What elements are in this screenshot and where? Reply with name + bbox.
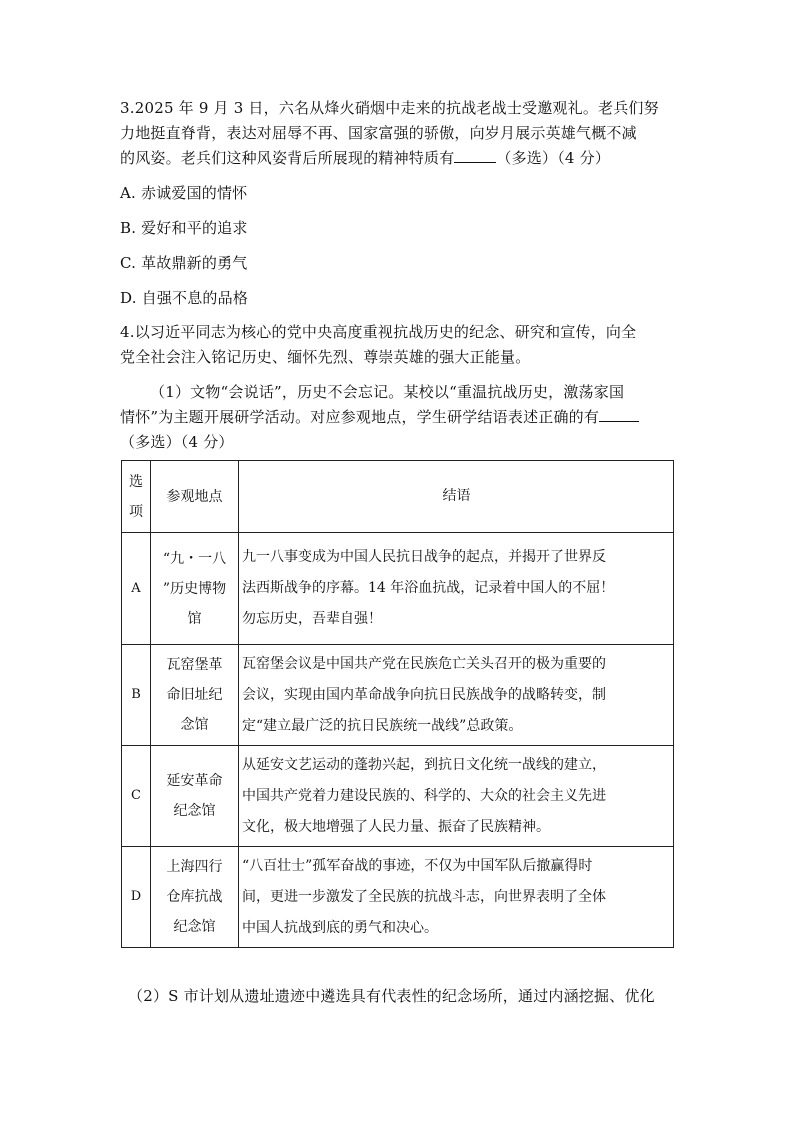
conclusion-line: 勿忘历史，吾辈自强！: [242, 611, 382, 627]
q3-option-b: B. 爱好和平的追求: [120, 219, 248, 237]
row-site: [151, 746, 239, 847]
q4-sub2-line-1: （2）S 市计划从遗址遗迹中遴选具有代表性的纪念场所，通过内涵挖掘、优化: [128, 987, 655, 1005]
site-line: 纪念馆: [173, 803, 216, 819]
conclusion-line: 间，更进一步激发了全民族的抗战斗志，向世界表明了全体: [242, 888, 606, 905]
q4-sub1-line-1: （1）文物“会说话”，历史不会忘记。某校以“重温抗战历史，激荡家国: [150, 383, 625, 401]
site-line: 纪念馆: [173, 919, 216, 935]
site-line: “九・一八: [162, 550, 227, 567]
row-conclusion: [239, 533, 674, 645]
table-row: [122, 746, 674, 847]
q3-option-c: C. 革故鼎新的勇气: [120, 254, 248, 272]
q4-intro-line-1: 4.以习近平同志为核心的党中央高度重视抗战历史的纪念、研究和宣传，向全: [120, 323, 637, 341]
answer-blank[interactable]: [599, 409, 639, 422]
header-option-line: 项: [129, 503, 143, 520]
q3-line-2: 力地挺直脊背，表达对屈辱不再、国家富强的骄傲，向岁月展示英雄气概不减: [120, 124, 637, 142]
site-line: 瓦窑堡革: [166, 657, 223, 673]
conclusion-line: 会议，实现由国内革命战争向抗日民族战争的战略转变，制: [242, 686, 606, 703]
conclusion-line: 文化，极大地增强了人民力量、振奋了民族精神。: [242, 818, 550, 835]
site-line: 延安革命: [166, 773, 223, 789]
site-line: 命旧址纪: [166, 687, 223, 703]
q3-option-d: D. 自强不息的品格: [120, 289, 249, 307]
header-option-line: 选: [129, 473, 143, 490]
q4-sub1-line-2-text: 情怀”为主题开展研学活动。对应参观地点，学生研学结语表述正确的有: [120, 408, 600, 426]
site-line: 馆: [187, 610, 202, 627]
answer-blank[interactable]: [454, 150, 496, 163]
row-option: A: [122, 533, 151, 645]
row-option: C: [122, 746, 151, 847]
table-header-row: [122, 461, 674, 533]
table-row: [122, 645, 674, 746]
conclusion-line: 九一八事变成为中国人民抗日战争的起点，并揭开了世界反: [242, 549, 606, 565]
row-site: [151, 847, 239, 948]
site-line: 仓库抗战: [166, 889, 223, 905]
table-row: [122, 847, 674, 948]
row-conclusion: [239, 746, 674, 847]
conclusion-line: 中国人抗战到底的勇气和决心。: [242, 919, 438, 936]
conclusion-line: “八百壮士”孤军奋战的事迹，不仅为中国军队后撤赢得时: [242, 857, 593, 874]
header-conclusion: 结语: [239, 461, 674, 533]
conclusion-line: 从延安文艺运动的蓬勃兴起，到抗日文化统一战线的建立，: [242, 756, 606, 773]
q3-line-3: [120, 149, 610, 167]
conclusion-line: 瓦窑堡会议是中国共产党在民族危亡关头召开的极为重要的: [242, 655, 606, 672]
q4-intro-line-2: 党全社会注入铭记历史、缅怀先烈、尊崇英雄的强大正能量。: [120, 348, 531, 366]
site-line: 念馆: [180, 717, 209, 733]
q4-table: [121, 460, 674, 948]
row-site: [151, 645, 239, 746]
header-option: [122, 461, 151, 533]
q3-line-3-text: 的风姿。老兵们这种风姿背后所展现的精神特质有: [120, 149, 455, 167]
q3-line-3-suffix: （多选）（4 分）: [496, 149, 611, 167]
q3-line-1: 3.2025 年 9 月 3 日，六名从烽火硝烟中走来的抗战老战士受邀观礼。老兵们努: [120, 99, 659, 117]
conclusion-line: 法西斯战争的序幕。14 年浴血抗战，记录着中国人的不屈！: [242, 580, 615, 596]
header-site: 参观地点: [151, 461, 239, 533]
site-line: ”历史博物: [162, 580, 227, 597]
conclusion-line: 中国共产党着力建设民族的、科学的、大众的社会主义先进: [242, 787, 606, 804]
q4-sub1-suffix: （多选）（4 分）: [120, 433, 234, 451]
conclusion-line: 定“建立最广泛的抗日民族统一战线”总政策。: [242, 717, 523, 734]
site-line: 上海四行: [166, 859, 223, 875]
row-site: [151, 533, 239, 645]
row-conclusion: [239, 645, 674, 746]
q3-option-a: A. 赤诚爱国的情怀: [120, 184, 248, 202]
row-option: B: [122, 645, 151, 746]
row-option: D: [122, 847, 151, 948]
row-conclusion: [239, 847, 674, 948]
table-row: [122, 533, 674, 645]
q4-sub1-line-2: [120, 408, 639, 426]
